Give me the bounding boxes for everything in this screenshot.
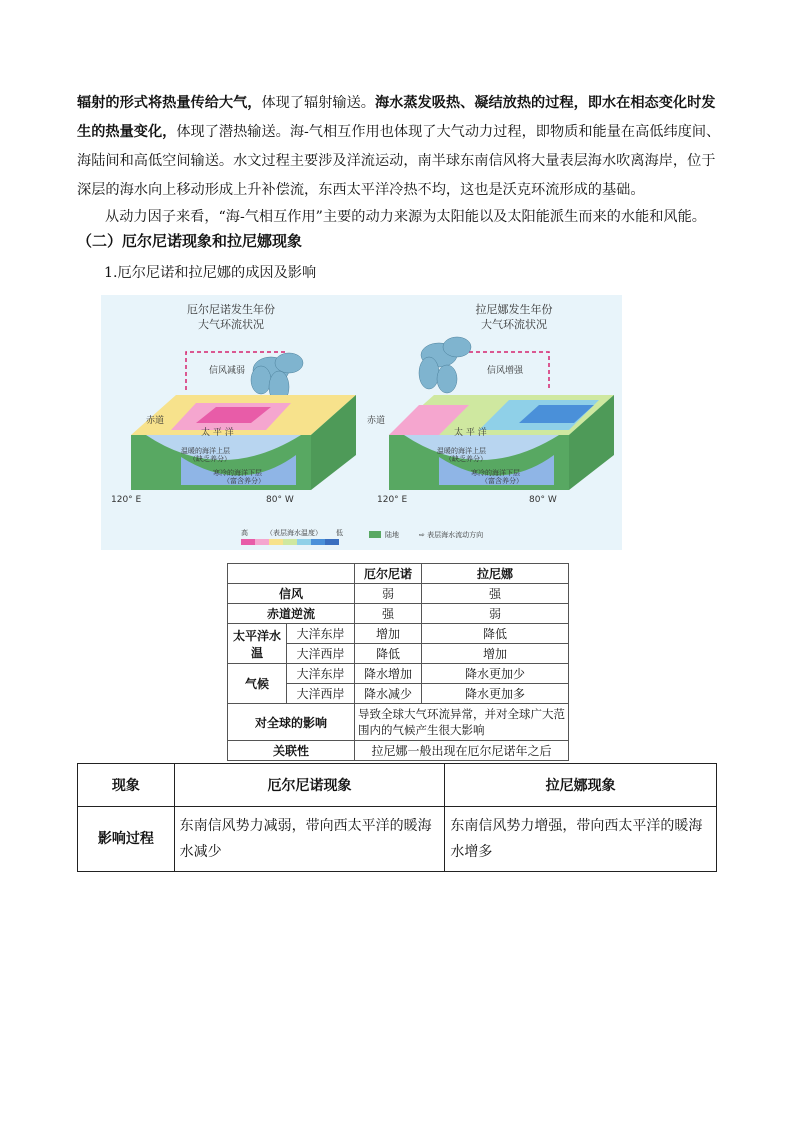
legend-flow: ⇨ 表层海水流动方向 [419, 531, 484, 539]
cold-note: （富含养分） [223, 477, 265, 485]
lon-left: 120° E [111, 495, 142, 505]
lon-right: 80° W [529, 495, 557, 505]
warm-note: （缺乏养分） [189, 455, 231, 463]
ocean-label: 太 平 洋 [454, 428, 487, 438]
paragraph-dynamics: 从动力因子来看，“海-气相互作用”主要的动力来源为太阳能以及太阳能派生而来的水能和风能。 [105, 209, 706, 225]
temp-swatch [241, 539, 255, 545]
warm-note: （缺乏养分） [445, 455, 487, 463]
lanina-panel [367, 302, 614, 505]
lanina-cell: 东南信风势力增强，带向西太平洋的暖海水增多 [445, 807, 717, 872]
lanina-wind-label: 信风增强 [487, 366, 524, 376]
legend-low: 低 [336, 529, 343, 537]
row-label: 影响过程 [78, 807, 175, 872]
warm-layer-label: 温暖的海洋上层 [181, 447, 230, 455]
normal-text: 体现了辐射输送。 [261, 95, 375, 111]
temp-swatch [283, 539, 297, 545]
comparison-table: 厄尔尼诺 拉尼娜 信风 弱 强 赤道逆流 强 弱 太平洋水温 大洋东岸 增加 降低 大洋西岸 降低 增加 气候 大洋东岸 降水增加 降水更加少 大洋西岸 降水减少 降水更加多 对全球的影响 导致全球大气环流异常，并对全球广大范围内的气候产生很大影响 关联性 拉尼娜一般出现在厄尔尼诺年之后 [227, 563, 569, 761]
temp-swatch [269, 539, 283, 545]
legend-high: 高 [241, 529, 248, 537]
temp-swatch [325, 539, 339, 545]
bold-text: 海水蒸发吸热、凝结放热的过程，即水在相态变化时发生的热量变化， [77, 95, 716, 140]
bold-text: 辐射的形式将热量传给大气， [77, 95, 262, 111]
lanina-subtitle: 大气环流状况 [481, 318, 547, 331]
elnino-panel [111, 302, 356, 505]
header-phenomenon: 现象 [78, 764, 175, 807]
paragraph-radiation [77, 89, 727, 205]
elnino-cell: 东南信风势力减弱，带向西太平洋的暖海水减少 [174, 807, 445, 872]
enso-diagram [101, 295, 622, 550]
equator-label: 赤道 [146, 416, 165, 426]
elnino-subtitle: 大气环流状况 [198, 318, 264, 331]
elnino-wind-label: 信风减弱 [209, 366, 246, 376]
warm-layer-label: 温暖的海洋上层 [437, 447, 486, 455]
cold-layer-label: 寒冷的海洋下层 [213, 469, 262, 477]
phenomenon-table [77, 763, 717, 872]
normal-text: 体现了潜热输送。海-气相互作用也体现了大气动力过程，即物质和能量在高低纬度间、海陆间和高低空间输送。水文过程主要涉及洋流运动，南半球东南信风将大量表层海水吹离海岸，位于深层的海水向上移动形成上升补偿流，东西太平洋冷热不均，这也是沃克环流形成的基础。 [77, 124, 721, 198]
cold-note: （富含养分） [481, 477, 523, 485]
temp-swatch [311, 539, 325, 545]
temp-swatch [297, 539, 311, 545]
elnino-title: 厄尔尼诺发生年份 [187, 303, 275, 316]
legend-label: （表层海水温度） [266, 529, 322, 537]
legend [241, 528, 483, 545]
header-elnino: 厄尔尼诺现象 [174, 764, 445, 807]
lanina-title: 拉尼娜发生年份 [475, 303, 553, 316]
legend-land: 陆地 [385, 531, 399, 539]
section-title: （二）厄尔尼诺现象和拉尼娜现象 [77, 232, 303, 250]
header-lanina: 拉尼娜现象 [445, 764, 717, 807]
lon-right: 80° W [266, 495, 294, 505]
land-swatch [369, 531, 381, 538]
subsection-title: 1.厄尔尼诺和拉尼娜的成因及影响 [104, 265, 317, 281]
cold-layer-label: 寒冷的海洋下层 [471, 469, 520, 477]
temp-swatch [255, 539, 269, 545]
ocean-label: 太 平 洋 [201, 428, 234, 438]
equator-label: 赤道 [367, 416, 386, 426]
lon-left: 120° E [377, 495, 408, 505]
